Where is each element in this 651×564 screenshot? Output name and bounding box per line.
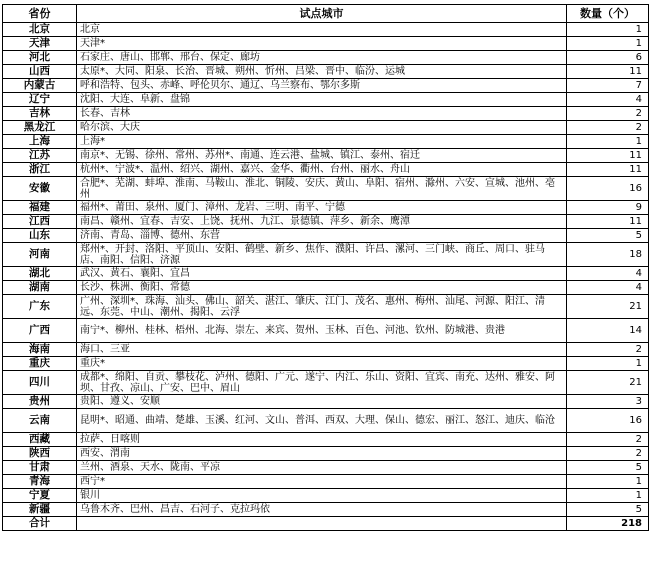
- count-cell: 18: [567, 243, 649, 267]
- header-count: 数量（个）: [567, 5, 649, 23]
- province-cell: 天津: [3, 37, 77, 51]
- cities-cell: 重庆*: [77, 357, 567, 371]
- total-cities: [77, 517, 567, 531]
- count-cell: 7: [567, 79, 649, 93]
- province-cell: 黑龙江: [3, 121, 77, 135]
- cities-cell: 合肥*、芜湖、蚌埠、淮南、马鞍山、淮北、铜陵、安庆、黄山、阜阳、宿州、滁州、六安、宣城、池州、亳州: [77, 177, 567, 201]
- count-cell: 11: [567, 163, 649, 177]
- count-cell: 2: [567, 107, 649, 121]
- table-row: [3, 319, 649, 343]
- table-row: [3, 37, 649, 51]
- province-cell: 新疆: [3, 503, 77, 517]
- province-cell: 青海: [3, 475, 77, 489]
- cities-cell: 银川: [77, 489, 567, 503]
- count-cell: 1: [567, 489, 649, 503]
- cities-cell: 上海*: [77, 135, 567, 149]
- province-cell: 江苏: [3, 149, 77, 163]
- count-cell: 5: [567, 229, 649, 243]
- province-cell: 辽宁: [3, 93, 77, 107]
- province-cell: 宁夏: [3, 489, 77, 503]
- count-cell: 2: [567, 433, 649, 447]
- cities-cell: 拉萨、日喀则: [77, 433, 567, 447]
- count-cell: 21: [567, 295, 649, 319]
- header-province: 省份: [3, 5, 77, 23]
- cities-cell: 广州、深圳*、珠海、汕头、佛山、韶关、湛江、肇庆、江门、茂名、惠州、梅州、汕尾、河源、阳江、清远、东莞、中山、潮州、揭阳、云浮: [77, 295, 567, 319]
- table-row: [3, 243, 649, 267]
- count-cell: 14: [567, 319, 649, 343]
- table-row: [3, 79, 649, 93]
- table-row: [3, 93, 649, 107]
- province-cell: 陕西: [3, 447, 77, 461]
- table-row: [3, 267, 649, 281]
- cities-cell: 太原*、大同、阳泉、长治、晋城、朔州、忻州、吕梁、晋中、临汾、运城: [77, 65, 567, 79]
- table-row: [3, 215, 649, 229]
- province-cell: 广西: [3, 319, 77, 343]
- total-row: [3, 517, 649, 531]
- count-cell: 1: [567, 37, 649, 51]
- province-cell: 重庆: [3, 357, 77, 371]
- count-cell: 21: [567, 371, 649, 395]
- count-cell: 3: [567, 395, 649, 409]
- province-cell: 山东: [3, 229, 77, 243]
- cities-cell: 天津*: [77, 37, 567, 51]
- province-cell: 福建: [3, 201, 77, 215]
- table-row: [3, 343, 649, 357]
- table-row: [3, 65, 649, 79]
- count-cell: 1: [567, 23, 649, 37]
- table-row: [3, 23, 649, 37]
- table-row: [3, 177, 649, 201]
- cities-cell: 海口、三亚: [77, 343, 567, 357]
- table-row: [3, 201, 649, 215]
- count-cell: 1: [567, 475, 649, 489]
- count-cell: 16: [567, 409, 649, 433]
- province-cell: 湖南: [3, 281, 77, 295]
- table-row: [3, 395, 649, 409]
- cities-cell: 郑州*、开封、洛阳、平顶山、安阳、鹤壁、新乡、焦作、濮阳、许昌、漯河、三门峡、商丘、周口、驻马店、南阳、信阳、济源: [77, 243, 567, 267]
- total-count: 218: [567, 517, 649, 531]
- cities-cell: 贵阳、遵义、安顺: [77, 395, 567, 409]
- table-row: [3, 357, 649, 371]
- count-cell: 11: [567, 65, 649, 79]
- count-cell: 5: [567, 461, 649, 475]
- cities-cell: 南宁*、柳州、桂林、梧州、北海、崇左、来宾、贺州、玉林、百色、河池、钦州、防城港、贵港: [77, 319, 567, 343]
- table-row: [3, 229, 649, 243]
- table-body: [3, 23, 649, 531]
- province-cell: 吉林: [3, 107, 77, 121]
- table-row: [3, 433, 649, 447]
- cities-cell: 武汉、黄石、襄阳、宜昌: [77, 267, 567, 281]
- province-cell: 江西: [3, 215, 77, 229]
- cities-cell: 哈尔滨、大庆: [77, 121, 567, 135]
- cities-cell: 沈阳、大连、阜新、盘锦: [77, 93, 567, 107]
- province-cell: 内蒙古: [3, 79, 77, 93]
- table-row: [3, 489, 649, 503]
- count-cell: 5: [567, 503, 649, 517]
- province-cell: 西藏: [3, 433, 77, 447]
- count-cell: 6: [567, 51, 649, 65]
- cities-cell: 济南、青岛、淄博、德州、东营: [77, 229, 567, 243]
- province-cell: 四川: [3, 371, 77, 395]
- province-cell: 广东: [3, 295, 77, 319]
- province-cell: 河南: [3, 243, 77, 267]
- count-cell: 2: [567, 121, 649, 135]
- table-row: [3, 503, 649, 517]
- count-cell: 2: [567, 447, 649, 461]
- province-cell: 河北: [3, 51, 77, 65]
- province-cell: 安徽: [3, 177, 77, 201]
- table-row: [3, 163, 649, 177]
- table-row: [3, 295, 649, 319]
- table-row: [3, 107, 649, 121]
- province-cell: 湖北: [3, 267, 77, 281]
- table-row: [3, 475, 649, 489]
- cities-cell: 呼和浩特、包头、赤峰、呼伦贝尔、通辽、乌兰察布、鄂尔多斯: [77, 79, 567, 93]
- province-cell: 上海: [3, 135, 77, 149]
- count-cell: 9: [567, 201, 649, 215]
- header-cities: 试点城市: [77, 5, 567, 23]
- cities-cell: 长春、吉林: [77, 107, 567, 121]
- cities-cell: 长沙、株洲、衡阳、常德: [77, 281, 567, 295]
- cities-cell: 兰州、酒泉、天水、陇南、平凉: [77, 461, 567, 475]
- count-cell: 4: [567, 93, 649, 107]
- table-row: [3, 281, 649, 295]
- province-cell: 浙江: [3, 163, 77, 177]
- table-row: [3, 135, 649, 149]
- count-cell: 16: [567, 177, 649, 201]
- province-cell: 甘肃: [3, 461, 77, 475]
- province-cell: 北京: [3, 23, 77, 37]
- province-cell: 贵州: [3, 395, 77, 409]
- count-cell: 11: [567, 149, 649, 163]
- cities-cell: 乌鲁木齐、巴州、昌吉、石河子、克拉玛依: [77, 503, 567, 517]
- table-row: [3, 447, 649, 461]
- cities-cell: 北京: [77, 23, 567, 37]
- count-cell: 2: [567, 343, 649, 357]
- table-row: [3, 371, 649, 395]
- total-label: 合计: [3, 517, 77, 531]
- bottom-strip: [0, 556, 651, 564]
- count-cell: 4: [567, 267, 649, 281]
- table-row: [3, 121, 649, 135]
- cities-cell: 西宁*: [77, 475, 567, 489]
- count-cell: 1: [567, 357, 649, 371]
- cities-cell: 成都*、绵阳、自贡、攀枝花、泸州、德阳、广元、遂宁、内江、乐山、资阳、宜宾、南充、达州、雅安、阿坝、甘孜、凉山、广安、巴中、眉山: [77, 371, 567, 395]
- cities-cell: 南京*、无锡、徐州、常州、苏州*、南通、连云港、盐城、镇江、泰州、宿迁: [77, 149, 567, 163]
- table-row: [3, 149, 649, 163]
- table-row: [3, 409, 649, 433]
- table-row: [3, 461, 649, 475]
- province-cell: 云南: [3, 409, 77, 433]
- count-cell: 11: [567, 215, 649, 229]
- province-cell: 海南: [3, 343, 77, 357]
- header-row: [3, 5, 649, 23]
- cities-cell: 杭州*、宁波*、温州、绍兴、湖州、嘉兴、金华、衢州、台州、丽水、舟山: [77, 163, 567, 177]
- cities-cell: 石家庄、唐山、邯郸、邢台、保定、廊坊: [77, 51, 567, 65]
- cities-cell: 西安、渭南: [77, 447, 567, 461]
- count-cell: 1: [567, 135, 649, 149]
- province-cell: 山西: [3, 65, 77, 79]
- table-row: [3, 51, 649, 65]
- count-cell: 4: [567, 281, 649, 295]
- cities-cell: 昆明*、昭通、曲靖、楚雄、玉溪、红河、文山、普洱、西双、大理、保山、德宏、丽江、怒江、迪庆、临沧: [77, 409, 567, 433]
- pilot-cities-table: [2, 4, 649, 531]
- cities-cell: 福州*、莆田、泉州、厦门、漳州、龙岩、三明、南平、宁德: [77, 201, 567, 215]
- cities-cell: 南昌、赣州、宜春、吉安、上饶、抚州、九江、景德镇、萍乡、新余、鹰潭: [77, 215, 567, 229]
